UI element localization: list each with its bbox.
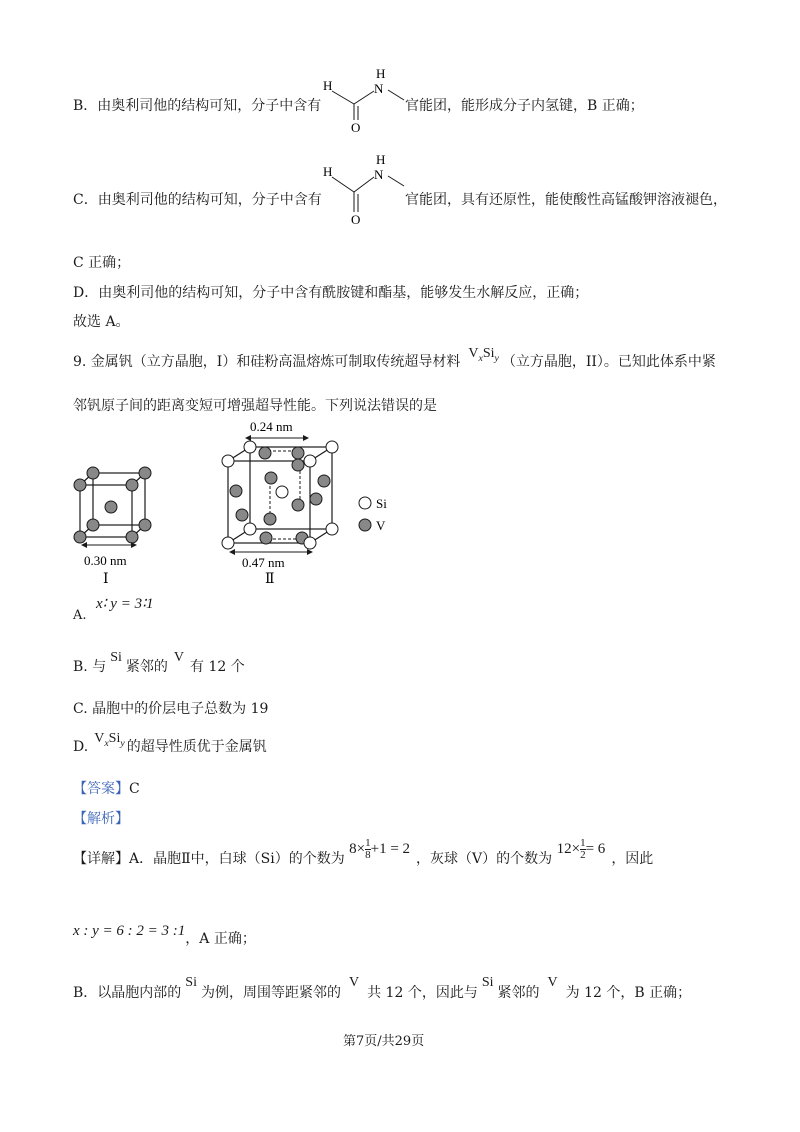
option-c-tail: 官能团，具有还原性，能使酸性高锰酸钾溶液褪色， (405, 192, 727, 208)
formula-v: V (94, 731, 105, 746)
crystal-cells-figure (60, 415, 400, 595)
option-d-post: 的超导性质优于金属钒 (126, 739, 267, 755)
choose-answer: 故选 A。 (73, 314, 130, 330)
frac2-post: = 6 (585, 841, 606, 857)
option-b-tail: 官能团，能形成分子内氢键，B 正确； (405, 98, 644, 114)
cell-ii-dim: 0.47 nm (242, 555, 285, 570)
option-c: C. 晶胞中的价层电子总数为 19 (73, 701, 269, 717)
option-c-lead: C．由奥利司他的结构可知，分子中含有 (73, 192, 322, 208)
detail-a-line (73, 837, 654, 871)
legend-si-label: Si (376, 496, 387, 511)
formula-si: Si (482, 346, 495, 361)
analysis-label: 【解析】 (73, 811, 129, 827)
formula-v: V (468, 346, 479, 361)
detail-b-t1: 为例，周围等距紧邻的 (200, 985, 341, 1001)
frac2-num: 1 (580, 837, 586, 850)
detail-b-si: Si (185, 975, 197, 990)
option-a-label: A. (73, 608, 87, 623)
legend-v-label: V (376, 518, 386, 533)
detail-b-t4: 为 12 个，B 正确； (565, 985, 692, 1001)
answer-line (73, 778, 140, 798)
page-footer: 第7页/共29页 (343, 1034, 425, 1049)
q9-line1-a: 9. 金属钒（立方晶胞，I）和硅粉高温熔炼可制取传统超导材料 (73, 354, 461, 370)
amide-o: O (351, 120, 361, 135)
answer-label: 【答案】 (73, 781, 129, 797)
cell-i-label: Ⅰ (103, 572, 109, 587)
detail-b-line (73, 975, 692, 1002)
amide-o: O (351, 212, 361, 227)
amide-h-left: H (323, 164, 333, 179)
option-b-text (73, 95, 321, 115)
cell-ii-label: Ⅱ (265, 572, 275, 587)
detail-b-t3: 紧邻的 (497, 985, 540, 1001)
formula-y: y (494, 352, 499, 364)
option-b-v: V (173, 650, 185, 665)
frac1-pre: 8× (349, 841, 366, 857)
legend-si-swatch (359, 497, 371, 509)
amide-n: N (374, 167, 384, 182)
detail-b-v2: V (547, 975, 558, 990)
frac1-post: +1 = 2 (370, 841, 411, 857)
option-b-si: Si (110, 650, 122, 665)
q9-line1-b: （立方晶胞，II）。已知此体系中紧 (501, 354, 716, 370)
frac2-den: 2 (580, 849, 586, 862)
frac1-num: 1 (365, 837, 371, 850)
detail-a-text1: A．晶胞Ⅱ中，白球（Si）的个数为 (129, 851, 345, 867)
option-a-math: x∶ y = 3∶1 (96, 596, 154, 612)
cell-i-dim: 0.30 nm (84, 553, 127, 568)
option-b-post: 有 12 个 (190, 659, 245, 675)
option-b-pre: B. 与 (73, 659, 107, 675)
cell-ii-top-dim: 0.24 nm (250, 419, 293, 434)
formula-x: x (478, 352, 483, 364)
amide-h-left: H (323, 78, 333, 93)
amide-h-top: H (376, 152, 386, 167)
detail-a-frac1 (349, 837, 411, 862)
detail-b-t2: 共 12 个，因此与 (367, 985, 478, 1001)
answer-value: C (129, 781, 140, 797)
q9-formula (468, 346, 499, 364)
amide-h-top: H (376, 66, 386, 81)
detail-b-v: V (348, 975, 360, 990)
formula-si: Si (108, 731, 121, 746)
legend-v-swatch (359, 519, 371, 531)
formula-x: x (104, 737, 109, 749)
option-c-conclusion: C 正确； (73, 255, 131, 271)
detail-a-ratio-line (73, 923, 256, 948)
detail-a-conclusion: ，A 正确； (185, 931, 256, 947)
option-b-lead: B．由奥利司他的结构可知，分子中含有 (73, 98, 322, 114)
option-b (73, 650, 245, 676)
option-d (73, 731, 267, 758)
detail-a-text2: ，灰球（V）的个数为 (416, 851, 553, 867)
amide-structure-b (320, 66, 410, 136)
amide-n: N (374, 81, 384, 96)
option-d-pre: D. (73, 739, 89, 755)
detail-ratio: x : y = 6 : 2 = 3 :1 (73, 923, 186, 939)
frac1-den: 8 (365, 849, 371, 862)
q9-line2: 邻钒原子间的距离变短可增强超导性能。下列说法错误的是 (73, 398, 437, 414)
detail-b-si2: Si (481, 975, 494, 990)
detail-b-pre: B．以晶胞内部的 (73, 985, 182, 1001)
detail-label: 【详解】 (73, 851, 129, 867)
detail-a-frac2 (556, 837, 606, 862)
option-d-formula (94, 731, 125, 749)
formula-y: y (120, 737, 125, 749)
q9-line1 (73, 346, 716, 373)
option-d-explanation: D．由奥利司他的结构可知，分子中含有酰胺键和酯基，能够发生水解反应，正确； (73, 285, 589, 301)
option-b-mid: 紧邻的 (125, 659, 168, 675)
amide-structure-c (320, 152, 410, 232)
frac2-pre: 12× (556, 841, 581, 857)
detail-a-text3: ，因此 (611, 851, 654, 867)
